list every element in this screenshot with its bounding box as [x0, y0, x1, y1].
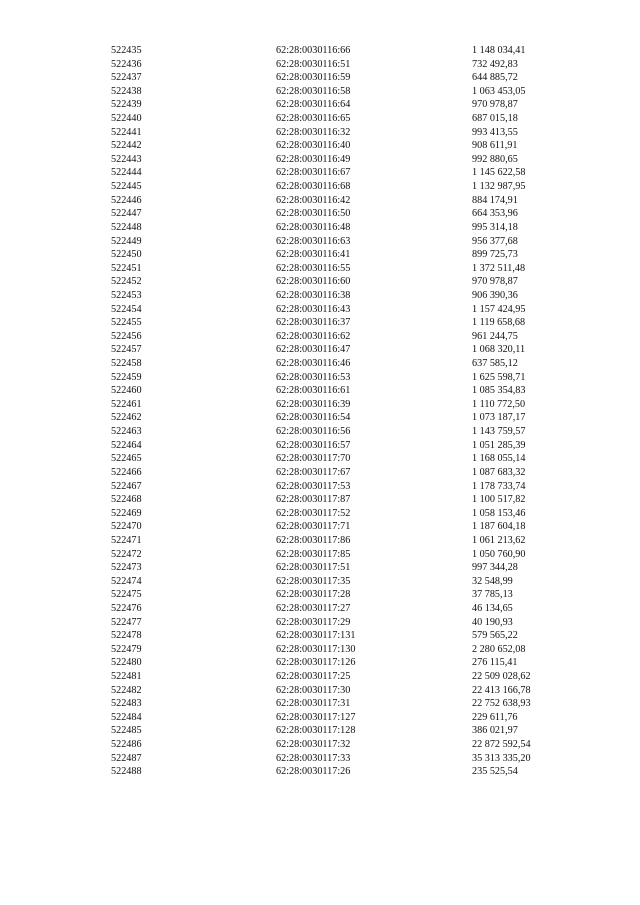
cadastral-value: 1 145 622,58 — [472, 167, 526, 179]
cadastral-value: 1 625 598,71 — [472, 371, 526, 383]
cadastral-number: 62:28:0030116:66 — [276, 45, 351, 56]
cadastral-value: 1 073 187,17 — [472, 412, 526, 424]
cadastral-value: 993 413,55 — [472, 126, 518, 138]
record-number: 522462 — [111, 412, 142, 424]
table-row — [0, 371, 640, 385]
cadastral-number: 62:28:0030117:128 — [276, 725, 356, 737]
cadastral-value: 32 548,99 — [472, 575, 513, 587]
cadastral-number: 62:28:0030116:65 — [276, 113, 351, 125]
cadastral-value: 1 058 153,46 — [472, 507, 526, 519]
table-row — [0, 575, 640, 589]
table-row — [0, 207, 640, 221]
table-row — [0, 275, 640, 289]
record-number: 522478 — [111, 630, 142, 642]
cadastral-number: 62:28:0030116:39 — [276, 398, 351, 410]
cadastral-value: 732 492,83 — [472, 58, 518, 70]
cadastral-number: 62:28:0030117:29 — [276, 616, 351, 628]
table-row — [0, 493, 640, 507]
record-number: 522477 — [111, 616, 142, 628]
record-number: 522449 — [111, 235, 142, 247]
table-row — [0, 384, 640, 398]
table-row — [0, 752, 640, 766]
table-row — [0, 411, 640, 425]
record-number: 522441 — [111, 126, 142, 138]
cadastral-number: 62:28:0030117:130 — [276, 643, 356, 655]
record-number: 522486 — [111, 739, 142, 751]
record-number: 522456 — [111, 330, 142, 342]
table-row — [0, 466, 640, 480]
table-row — [0, 248, 640, 262]
record-number: 522443 — [111, 153, 142, 165]
table-row — [0, 656, 640, 670]
cadastral-value: 1 148 034,41 — [472, 45, 526, 56]
cadastral-value: 664 353,96 — [472, 208, 518, 220]
cadastral-number: 62:28:0030117:87 — [276, 494, 351, 506]
cadastral-number: 62:28:0030116:64 — [276, 99, 351, 111]
table-row — [0, 439, 640, 453]
record-number: 522463 — [111, 426, 142, 438]
cadastral-number: 62:28:0030117:51 — [276, 562, 351, 574]
table-row — [0, 724, 640, 738]
record-number: 522464 — [111, 439, 142, 451]
record-number: 522450 — [111, 249, 142, 261]
record-number: 522436 — [111, 58, 142, 70]
cadastral-value: 1 087 683,32 — [472, 466, 526, 478]
cadastral-number: 62:28:0030117:26 — [276, 766, 351, 778]
cadastral-value: 970 978,87 — [472, 99, 518, 111]
cadastral-number: 62:28:0030117:31 — [276, 698, 351, 710]
table-row — [0, 316, 640, 330]
cadastral-value: 235 525,54 — [472, 766, 518, 778]
table-row — [0, 561, 640, 575]
record-number: 522451 — [111, 262, 142, 274]
cadastral-number: 62:28:0030117:30 — [276, 684, 351, 696]
cadastral-value: 1 157 424,95 — [472, 303, 526, 315]
cadastral-number: 62:28:0030116:59 — [276, 72, 351, 84]
cadastral-number: 62:28:0030117:86 — [276, 534, 351, 546]
cadastral-number: 62:28:0030117:33 — [276, 752, 351, 764]
cadastral-value: 1 143 759,57 — [472, 426, 526, 438]
cadastral-number: 62:28:0030116:48 — [276, 221, 351, 233]
cadastral-value: 2 280 652,08 — [472, 643, 526, 655]
cadastral-number: 62:28:0030116:50 — [276, 208, 351, 220]
cadastral-number: 62:28:0030116:63 — [276, 235, 351, 247]
table-row — [0, 221, 640, 235]
cadastral-value: 1 178 733,74 — [472, 480, 526, 492]
cadastral-value: 35 313 335,20 — [472, 752, 531, 764]
record-number: 522479 — [111, 643, 142, 655]
cadastral-number: 62:28:0030117:127 — [276, 711, 356, 723]
cadastral-value: 22 413 166,78 — [472, 684, 531, 696]
record-number: 522480 — [111, 657, 142, 669]
cadastral-value: 970 978,87 — [472, 276, 518, 288]
table-row — [0, 289, 640, 303]
table-row — [0, 765, 640, 779]
record-number: 522484 — [111, 711, 142, 723]
cadastral-value: 229 611,76 — [472, 711, 518, 723]
record-number: 522447 — [111, 208, 142, 220]
record-number: 522437 — [111, 72, 142, 84]
table-row — [0, 357, 640, 371]
cadastral-value: 997 344,28 — [472, 562, 518, 574]
cadastral-value-table — [0, 44, 640, 779]
table-row — [0, 670, 640, 684]
cadastral-value: 908 611,91 — [472, 140, 518, 152]
cadastral-value: 22 872 592,54 — [472, 739, 531, 751]
table-row — [0, 262, 640, 276]
cadastral-value: 637 585,12 — [472, 358, 518, 370]
record-number: 522455 — [111, 317, 142, 329]
cadastral-number: 62:28:0030117:67 — [276, 466, 351, 478]
table-row — [0, 697, 640, 711]
cadastral-value: 37 785,13 — [472, 589, 513, 601]
cadastral-number: 62:28:0030116:46 — [276, 358, 351, 370]
cadastral-number: 62:28:0030117:126 — [276, 657, 356, 669]
cadastral-number: 62:28:0030116:38 — [276, 289, 351, 301]
cadastral-value: 644 885,72 — [472, 72, 518, 84]
cadastral-number: 62:28:0030116:54 — [276, 412, 351, 424]
table-row — [0, 711, 640, 725]
table-row — [0, 684, 640, 698]
table-row — [0, 180, 640, 194]
table-row — [0, 139, 640, 153]
record-number: 522466 — [111, 466, 142, 478]
table-row — [0, 343, 640, 357]
cadastral-number: 62:28:0030117:131 — [276, 630, 356, 642]
cadastral-value: 961 244,75 — [472, 330, 518, 342]
cadastral-number: 62:28:0030117:32 — [276, 739, 351, 751]
record-number: 522469 — [111, 507, 142, 519]
record-number: 522457 — [111, 344, 142, 356]
record-number: 522471 — [111, 534, 142, 546]
record-number: 522459 — [111, 371, 142, 383]
table-row — [0, 602, 640, 616]
cadastral-value: 40 190,93 — [472, 616, 513, 628]
table-row — [0, 548, 640, 562]
table-row — [0, 303, 640, 317]
cadastral-number: 62:28:0030116:53 — [276, 371, 351, 383]
record-number: 522481 — [111, 671, 142, 683]
cadastral-number: 62:28:0030116:47 — [276, 344, 351, 356]
record-number: 522458 — [111, 358, 142, 370]
record-number: 522440 — [111, 113, 142, 125]
record-number: 522438 — [111, 85, 142, 97]
cadastral-number: 62:28:0030117:70 — [276, 453, 351, 465]
cadastral-value: 46 134,65 — [472, 602, 513, 614]
record-number: 522460 — [111, 385, 142, 397]
table-row — [0, 58, 640, 72]
cadastral-number: 62:28:0030116:37 — [276, 317, 351, 329]
table-row — [0, 507, 640, 521]
cadastral-value: 579 565,22 — [472, 630, 518, 642]
record-number: 522474 — [111, 575, 142, 587]
cadastral-number: 62:28:0030116:60 — [276, 276, 351, 288]
record-number: 522476 — [111, 602, 142, 614]
record-number: 522454 — [111, 303, 142, 315]
record-number: 522468 — [111, 494, 142, 506]
cadastral-value: 22 752 638,93 — [472, 698, 531, 710]
cadastral-value: 995 314,18 — [472, 221, 518, 233]
cadastral-number: 62:28:0030117:25 — [276, 671, 351, 683]
cadastral-value: 956 377,68 — [472, 235, 518, 247]
record-number: 522465 — [111, 453, 142, 465]
record-number: 522435 — [111, 45, 142, 56]
cadastral-number: 62:28:0030117:35 — [276, 575, 351, 587]
cadastral-number: 62:28:0030116:55 — [276, 262, 351, 274]
record-number: 522470 — [111, 521, 142, 533]
table-row — [0, 71, 640, 85]
cadastral-number: 62:28:0030116:61 — [276, 385, 351, 397]
table-row — [0, 166, 640, 180]
cadastral-number: 62:28:0030117:28 — [276, 589, 351, 601]
record-number: 522448 — [111, 221, 142, 233]
cadastral-number: 62:28:0030116:68 — [276, 181, 351, 193]
record-number: 522445 — [111, 181, 142, 193]
cadastral-value: 1 187 604,18 — [472, 521, 526, 533]
table-row — [0, 85, 640, 99]
cadastral-value: 1 110 772,50 — [472, 398, 526, 410]
table-row — [0, 126, 640, 140]
cadastral-number: 62:28:0030117:27 — [276, 602, 351, 614]
cadastral-value: 687 015,18 — [472, 113, 518, 125]
cadastral-value: 1 372 511,48 — [472, 262, 526, 274]
table-row — [0, 588, 640, 602]
cadastral-value: 899 725,73 — [472, 249, 518, 261]
record-number: 522483 — [111, 698, 142, 710]
cadastral-number: 62:28:0030116:49 — [276, 153, 351, 165]
cadastral-value: 1 100 517,82 — [472, 494, 526, 506]
table-row — [0, 520, 640, 534]
cadastral-number: 62:28:0030117:71 — [276, 521, 351, 533]
record-number: 522475 — [111, 589, 142, 601]
cadastral-value: 276 115,41 — [472, 657, 518, 669]
cadastral-number: 62:28:0030116:62 — [276, 330, 351, 342]
record-number: 522446 — [111, 194, 142, 206]
cadastral-value: 992 880,65 — [472, 153, 518, 165]
cadastral-value: 1 168 055,14 — [472, 453, 526, 465]
cadastral-value: 1 132 987,95 — [472, 181, 526, 193]
table-row — [0, 480, 640, 494]
record-number: 522439 — [111, 99, 142, 111]
cadastral-number: 62:28:0030117:52 — [276, 507, 351, 519]
cadastral-number: 62:28:0030116:67 — [276, 167, 351, 179]
cadastral-number: 62:28:0030116:40 — [276, 140, 351, 152]
record-number: 522467 — [111, 480, 142, 492]
table-row — [0, 44, 640, 58]
table-row — [0, 616, 640, 630]
table-row — [0, 398, 640, 412]
table-row — [0, 194, 640, 208]
cadastral-value: 884 174,91 — [472, 194, 518, 206]
cadastral-number: 62:28:0030117:53 — [276, 480, 351, 492]
cadastral-value: 1 061 213,62 — [472, 534, 526, 546]
table-row — [0, 425, 640, 439]
table-row — [0, 643, 640, 657]
table-row — [0, 738, 640, 752]
cadastral-number: 62:28:0030116:41 — [276, 249, 351, 261]
record-number: 522482 — [111, 684, 142, 696]
cadastral-value: 22 509 028,62 — [472, 671, 531, 683]
cadastral-number: 62:28:0030116:56 — [276, 426, 351, 438]
cadastral-value: 1 068 320,11 — [472, 344, 526, 356]
cadastral-value: 1 051 285,39 — [472, 439, 526, 451]
cadastral-value: 1 050 760,90 — [472, 548, 526, 560]
table-row — [0, 235, 640, 249]
record-number: 522444 — [111, 167, 142, 179]
record-number: 522485 — [111, 725, 142, 737]
record-number: 522453 — [111, 289, 142, 301]
table-row — [0, 452, 640, 466]
cadastral-number: 62:28:0030116:42 — [276, 194, 351, 206]
cadastral-value: 1 119 658,68 — [472, 317, 526, 329]
record-number: 522487 — [111, 752, 142, 764]
table-row — [0, 153, 640, 167]
cadastral-number: 62:28:0030116:43 — [276, 303, 351, 315]
cadastral-number: 62:28:0030116:57 — [276, 439, 351, 451]
cadastral-value: 906 390,36 — [472, 289, 518, 301]
cadastral-number: 62:28:0030116:32 — [276, 126, 351, 138]
record-number: 522461 — [111, 398, 142, 410]
cadastral-value: 1 063 453,05 — [472, 85, 526, 97]
table-row — [0, 112, 640, 126]
table-row — [0, 330, 640, 344]
cadastral-number: 62:28:0030117:85 — [276, 548, 351, 560]
cadastral-number: 62:28:0030116:51 — [276, 58, 351, 70]
cadastral-value: 1 085 354,83 — [472, 385, 526, 397]
table-row — [0, 98, 640, 112]
table-row — [0, 534, 640, 548]
record-number: 522488 — [111, 766, 142, 778]
record-number: 522442 — [111, 140, 142, 152]
record-number: 522472 — [111, 548, 142, 560]
record-number: 522473 — [111, 562, 142, 574]
cadastral-number: 62:28:0030116:58 — [276, 85, 351, 97]
table-row — [0, 629, 640, 643]
record-number: 522452 — [111, 276, 142, 288]
cadastral-value: 386 021,97 — [472, 725, 518, 737]
